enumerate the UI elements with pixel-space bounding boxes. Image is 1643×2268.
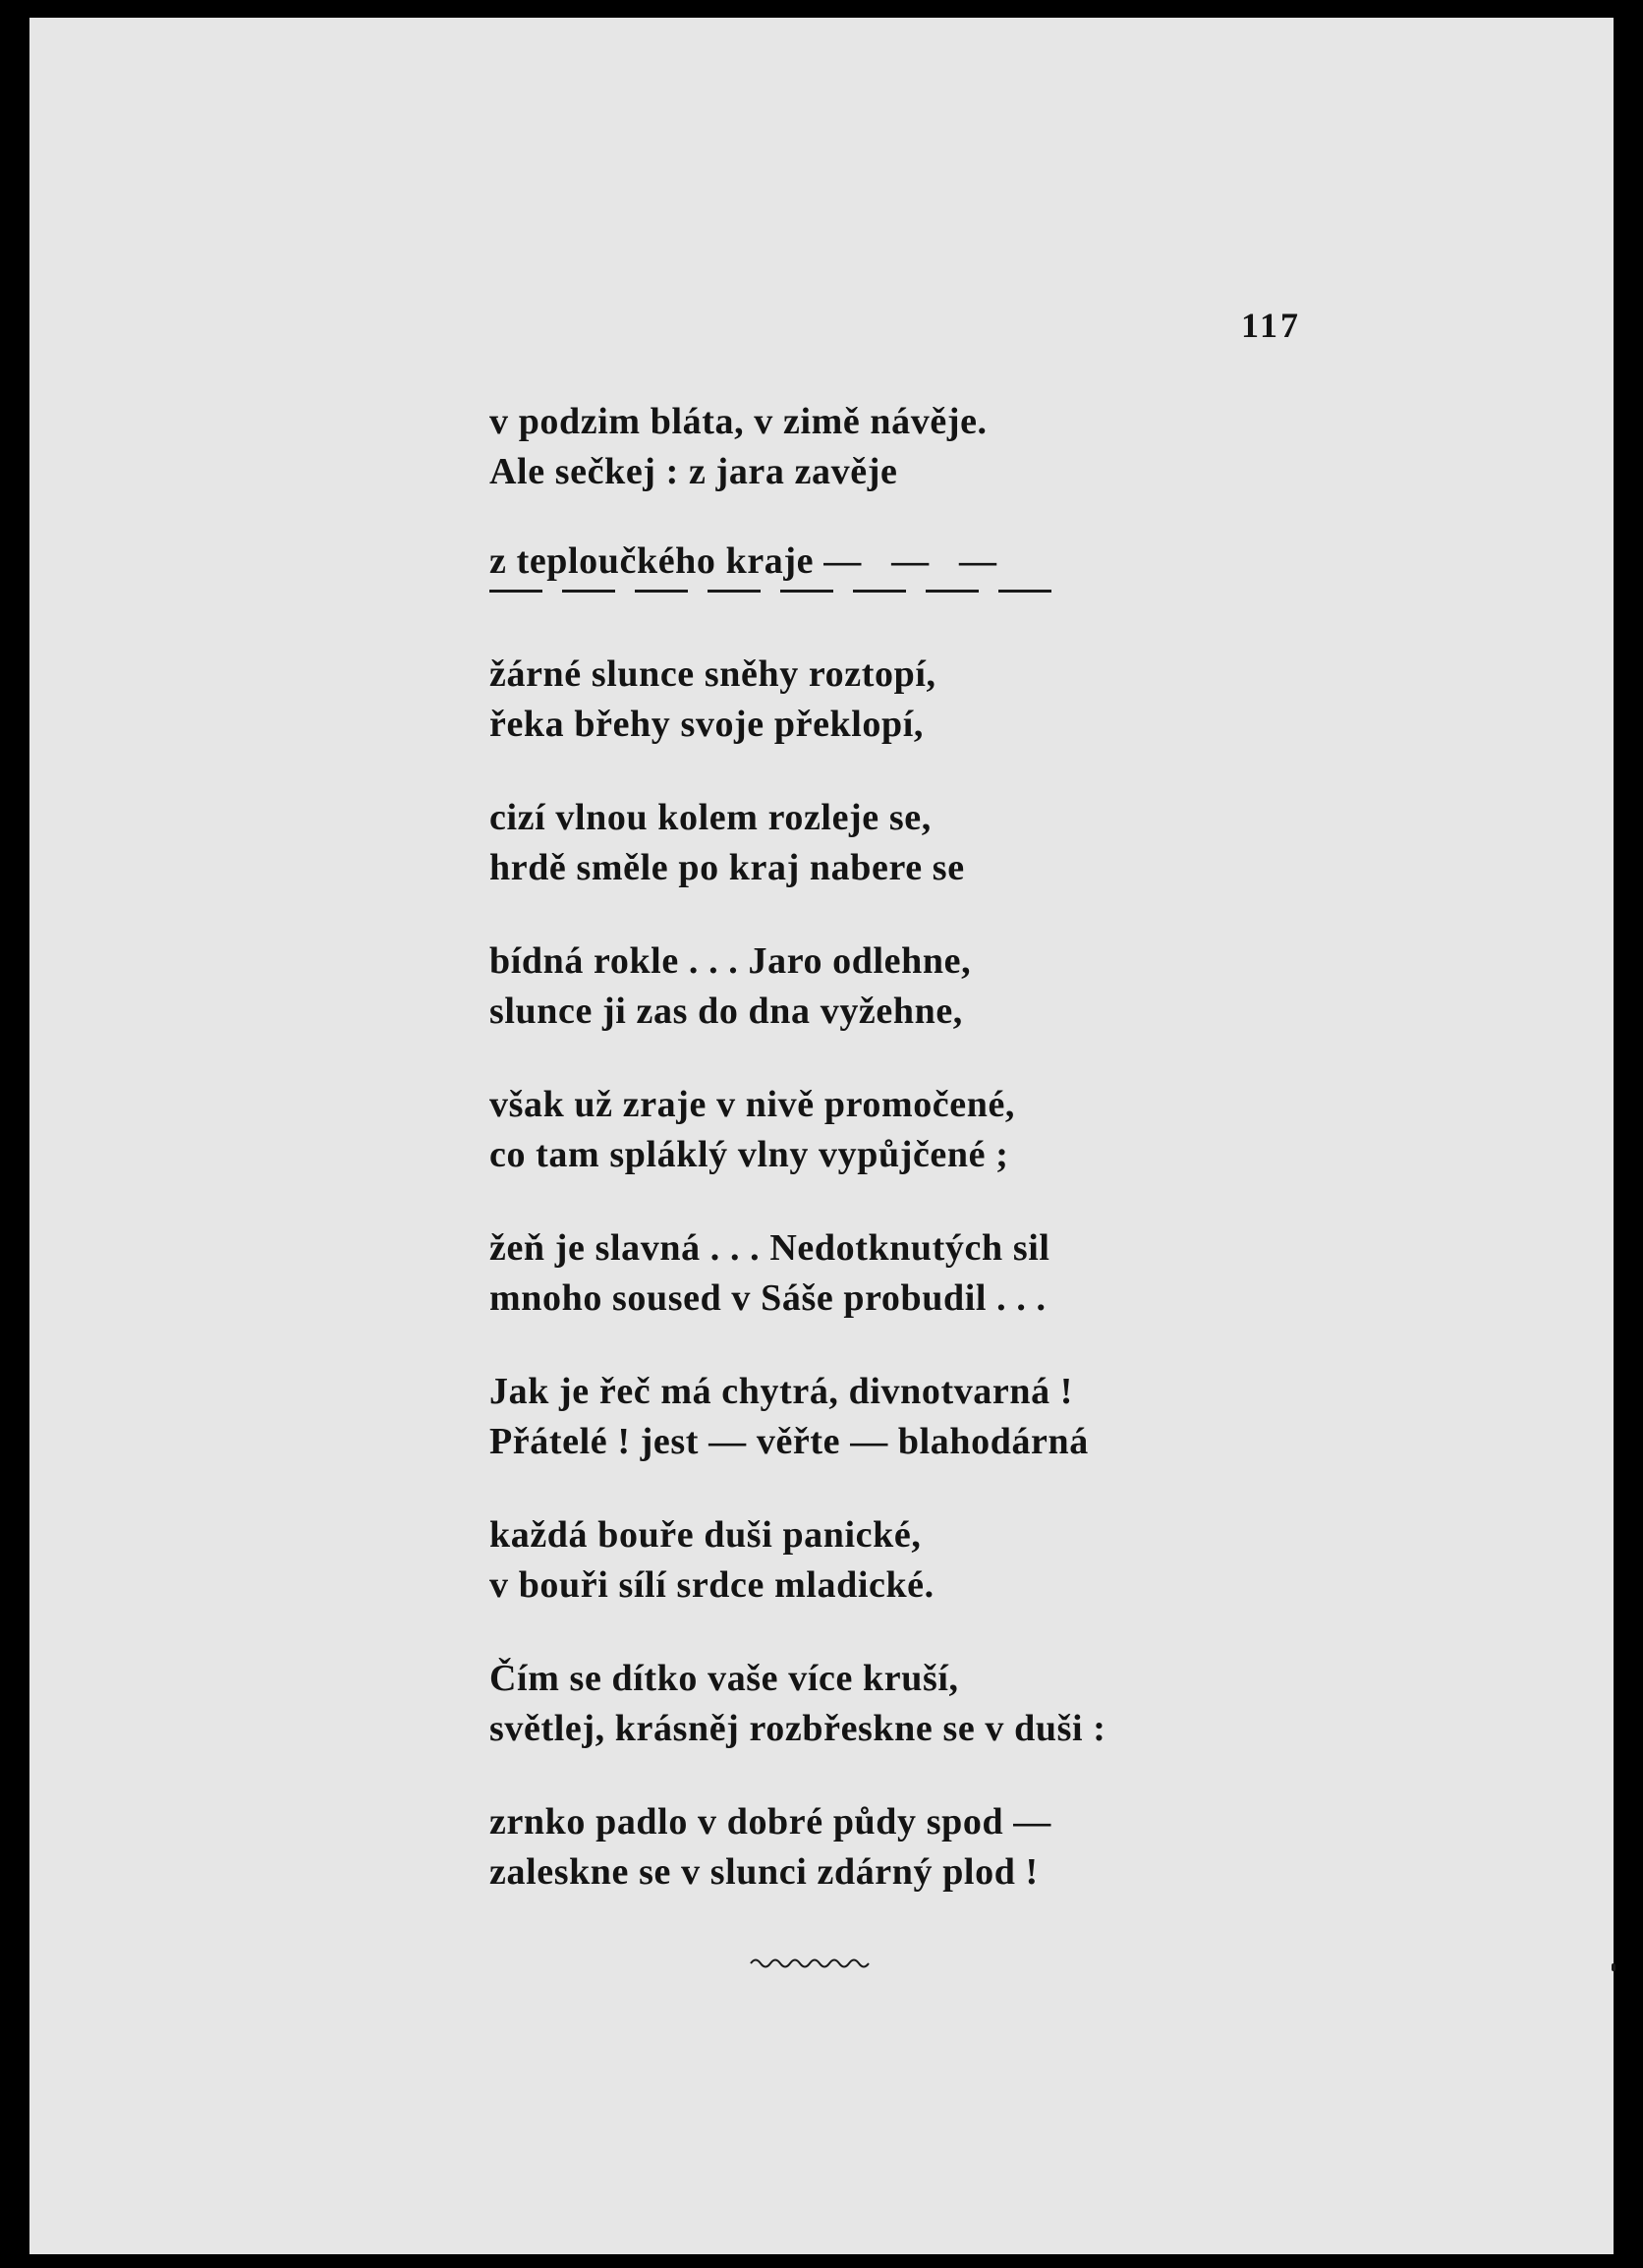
poem-line: v podzim bláta, v zimě návěje. [489, 401, 988, 442]
poem-line: Ale sečkej : z jara zavěje [489, 451, 898, 492]
dash [926, 590, 979, 593]
poem-line: zrnko padlo v dobré půdy spod — [489, 1801, 1051, 1843]
wavy-ornament-icon [749, 1952, 877, 1971]
stanza [489, 650, 1236, 750]
poem-line: Čím se dítko vaše více kruší, [489, 1658, 959, 1699]
dash [708, 590, 761, 593]
dash [635, 590, 688, 593]
poem-line: hrdě směle po kraj nabere se [489, 847, 965, 888]
poem-line: zaleskne se v slunci zdárný plod ! [489, 1851, 1039, 1893]
poem-line: Přátelé ! jest — věřte — blahodárná [489, 1421, 1089, 1462]
poem-line: co tam spláklý vlny vypůjčené ; [489, 1134, 1009, 1175]
poem-line: žeň je slavná . . . Nedotknutých sil [489, 1227, 1050, 1269]
dash [562, 590, 615, 593]
poem-line: žárné slunce sněhy roztopí, [489, 653, 936, 695]
poem-line: bídná rokle . . . Jaro odlehne, [489, 940, 972, 982]
dash [780, 590, 833, 593]
stanza [489, 936, 1236, 1037]
stanza [489, 793, 1236, 893]
stanza [489, 397, 1236, 497]
poem-line: světlej, krásněj rozbřeskne se v duši : [489, 1708, 1106, 1749]
ink-speck [1612, 1963, 1615, 1971]
poem-line: z teploučkého kraje — — — [489, 540, 997, 582]
stanza [489, 1080, 1236, 1180]
stanza [489, 1367, 1236, 1467]
poem-line: slunce ji zas do dna vyžehne, [489, 991, 963, 1032]
poem-line: řeka břehy svoje překlopí, [489, 704, 925, 745]
dash [998, 590, 1051, 593]
stanza [489, 1510, 1236, 1611]
stanza [489, 537, 1236, 600]
stanza [489, 1654, 1236, 1754]
poem-line: však už zraje v nivě promočené, [489, 1084, 1016, 1125]
poem-line: každá bouře duši panické, [489, 1514, 922, 1556]
dash [489, 590, 542, 593]
poem [489, 397, 1236, 1941]
book-page [29, 18, 1614, 2254]
stanza [489, 1223, 1236, 1324]
poem-line: cizí vlnou kolem rozleje se, [489, 797, 932, 838]
page-number: 117 [1241, 306, 1302, 345]
poem-line: mnoho soused v Sáše probudil . . . [489, 1277, 1047, 1319]
poem-line: Jak je řeč má chytrá, divnotvarná ! [489, 1371, 1074, 1412]
dash [853, 590, 906, 593]
stanza [489, 1797, 1236, 1898]
poem-line: v bouři sílí srdce mladické. [489, 1564, 935, 1606]
